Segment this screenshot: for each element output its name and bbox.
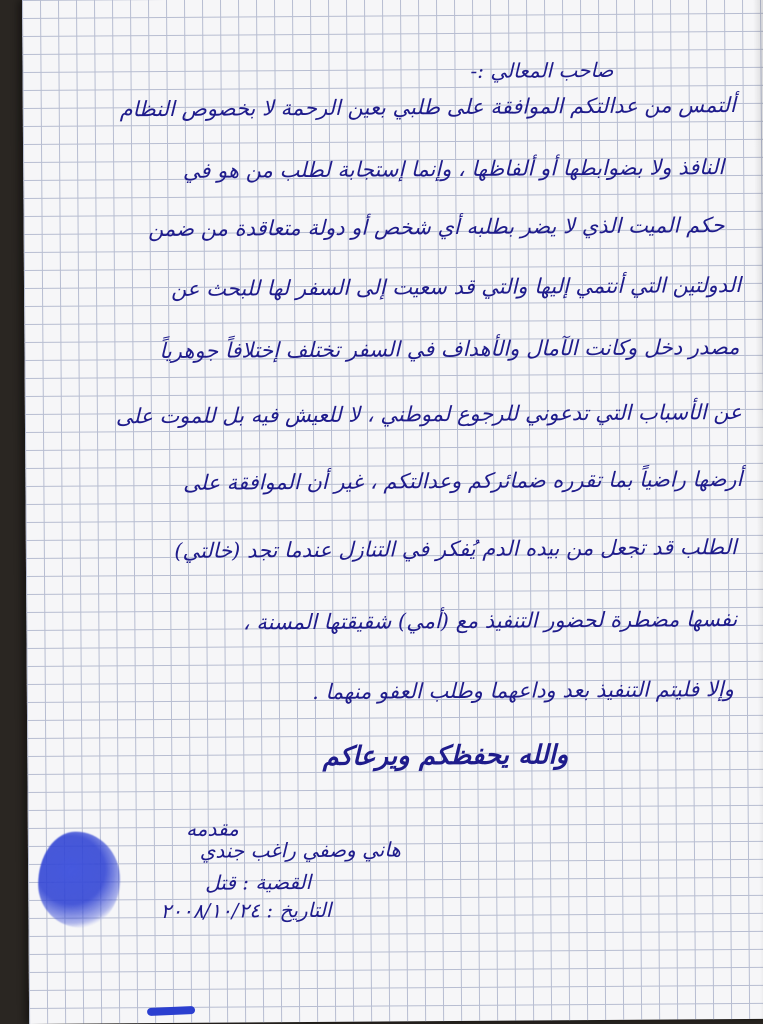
letter-salutation: صاحب المعالي :- xyxy=(470,57,614,83)
letter-line-5: مصدر دخل وكانت الآمال والأهداف في السفر تختلف إختلافاً جوهرياً xyxy=(159,335,740,364)
notebook-page xyxy=(22,0,763,1024)
signature-name: هاني وصفي راغب جندي xyxy=(199,837,402,863)
signature-presented-by: مقدمه xyxy=(185,816,239,841)
letter-closing: والله يحفظكم ويرعاكم xyxy=(322,740,569,772)
thumbprint-seal xyxy=(38,831,121,928)
letter-line-1: ألتمس من عدالتكم الموافقة على طلبي بعين الرحمة لا بخصوص النظام xyxy=(119,93,736,122)
letter-line-7: أرضها راضياً بما تقرره ضمائركم وعدالتكم ، غير أن الموافقة على xyxy=(183,466,743,495)
letter-line-2: النافذ ولا بضوابطها أو ألفاظها ، وإنما إستجابة لطلب من هو في xyxy=(182,155,725,183)
letter-line-3: حكم الميت الذي لا يضر بطلبه أي شخص أو دولة متعاقدة من ضمن xyxy=(147,213,725,242)
letter-line-10: وإلا فليتم التنفيذ بعد وداعهما وطلب العفو منهما . xyxy=(312,677,734,704)
page-edge-shadow xyxy=(753,0,763,1019)
letter-line-4: الدولتين التي أنتمي إليها والتي قد سعيت إلى السفر لها للبحث عن xyxy=(170,272,742,301)
signature-date: التاريخ : ٢٠٠٨/١٠/٢٤ xyxy=(160,897,332,924)
letter-line-6: عن الأسباب التي تدعوني للرجوع لموطني ، لا للعيش فيه بل للموت على xyxy=(115,399,742,429)
ink-mark xyxy=(147,1006,195,1016)
letter-line-8: الطلب قد تجعل من بيده الدم يُفكر في التنازل عندما تجد (خالتي) xyxy=(174,535,737,563)
signature-case: القضية : قتل xyxy=(205,870,312,895)
letter-line-9: نفسها مضطرة لحضور التنفيذ مع (أمي) شقيقتها المسنة ، xyxy=(242,607,738,635)
